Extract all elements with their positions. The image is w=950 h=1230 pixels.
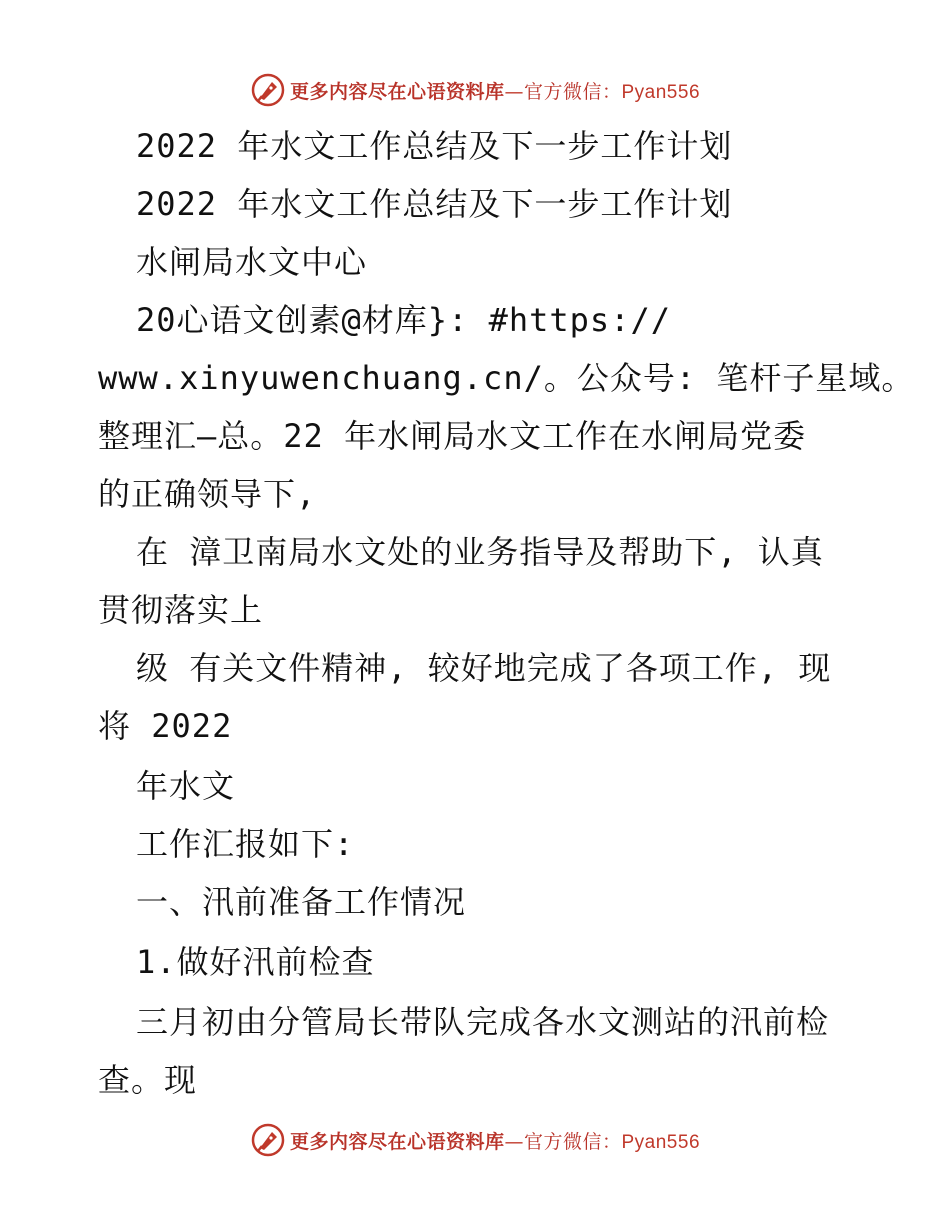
doc-paragraph-line: 在 漳卫南局水文处的业务指导及帮助下, 认真 — [136, 533, 824, 571]
doc-paragraph-line: www.xinyuwenchuang.cn/。公众号: 笔杆子星域。 — [98, 359, 915, 397]
doc-title: 2022 年水文工作总结及下一步工作计划 — [136, 127, 733, 165]
doc-paragraph-line: 整理汇—总。22 年水闸局水文工作在水闸局党委 — [98, 417, 807, 455]
doc-paragraph-line: 将 2022 — [98, 707, 233, 745]
watermark-banner-bottom — [0, 1120, 950, 1160]
doc-paragraph-line: 20心语文创素@材库}: #https:// — [136, 301, 671, 339]
watermark-banner-top — [0, 70, 950, 110]
doc-paragraph-line: 年水文 — [136, 767, 236, 805]
doc-paragraph-line: 贯彻落实上 — [98, 591, 264, 629]
doc-paragraph-line: 的正确领导下, — [98, 475, 317, 513]
doc-paragraph-line: 工作汇报如下: — [136, 825, 355, 863]
doc-author: 水闸局水文中心 — [136, 243, 368, 281]
doc-section-heading: 一、汛前准备工作情况 — [136, 883, 467, 921]
watermark-text: 更多内容尽在心语资料库—官方微信：Pyan556 — [289, 80, 701, 103]
fountain-pen-logo-icon — [250, 72, 286, 108]
doc-paragraph-line: 查。现 — [98, 1061, 198, 1099]
doc-paragraph-line: 三月初由分管局长带队完成各水文测站的汛前检 — [136, 1003, 830, 1041]
doc-title-repeat: 2022 年水文工作总结及下一步工作计划 — [136, 185, 733, 223]
fountain-pen-logo-icon — [250, 1122, 286, 1158]
doc-paragraph-line: 级 有关文件精神, 较好地完成了各项工作, 现 — [136, 649, 832, 687]
watermark-text: 更多内容尽在心语资料库—官方微信：Pyan556 — [289, 1130, 701, 1153]
doc-subsection-heading: 1.做好汛前检查 — [136, 943, 375, 981]
